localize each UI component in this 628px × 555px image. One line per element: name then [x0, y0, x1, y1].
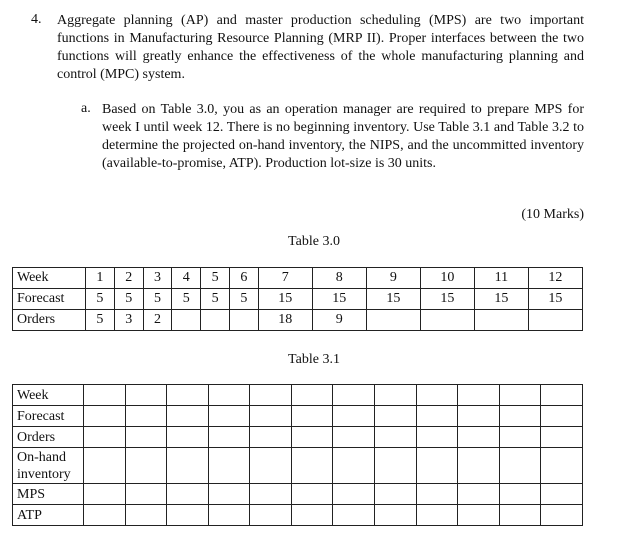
blank-cell: [375, 406, 417, 427]
table-cell: 15: [366, 289, 420, 310]
blank-cell: [167, 484, 209, 505]
blank-cell: [291, 505, 333, 526]
blank-cell: [458, 484, 500, 505]
table-cell: 5: [229, 289, 258, 310]
table-cell: 3: [114, 310, 143, 331]
table-row: [13, 289, 583, 310]
table-cell: [229, 310, 258, 331]
blank-cell: [499, 505, 541, 526]
blank-cell: [84, 427, 126, 448]
blank-cell: [84, 484, 126, 505]
blank-cell: [84, 505, 126, 526]
table-cell: 3: [143, 268, 172, 289]
blank-cell: [84, 385, 126, 406]
blank-cell: [499, 385, 541, 406]
table-cell: [474, 310, 528, 331]
blank-cell: [541, 484, 583, 505]
table-cell: [366, 310, 420, 331]
row-label: Orders: [13, 427, 84, 448]
table-row: [13, 448, 583, 484]
row-label: On-hand inventory: [13, 448, 84, 484]
table-cell: 11: [474, 268, 528, 289]
row-label: Forecast: [13, 289, 86, 310]
blank-cell: [375, 448, 417, 484]
blank-cell: [416, 448, 458, 484]
blank-cell: [541, 427, 583, 448]
blank-cell: [416, 406, 458, 427]
blank-cell: [333, 385, 375, 406]
table-cell: 4: [172, 268, 201, 289]
table-cell: 9: [312, 310, 366, 331]
blank-cell: [458, 406, 500, 427]
blank-cell: [291, 427, 333, 448]
row-label: Forecast: [13, 406, 84, 427]
blank-cell: [499, 484, 541, 505]
table-cell: 10: [420, 268, 474, 289]
table-cell: 5: [114, 289, 143, 310]
blank-cell: [541, 385, 583, 406]
blank-cell: [250, 427, 292, 448]
table-3-0-caption: Table 3.0: [288, 234, 340, 249]
blank-cell: [541, 448, 583, 484]
question-number: 4.: [31, 12, 42, 27]
table-cell: 5: [201, 289, 230, 310]
table-cell: 15: [258, 289, 312, 310]
table-cell: 15: [420, 289, 474, 310]
blank-cell: [499, 448, 541, 484]
blank-cell: [541, 406, 583, 427]
table-cell: [420, 310, 474, 331]
blank-cell: [167, 385, 209, 406]
blank-cell: [333, 427, 375, 448]
blank-cell: [250, 505, 292, 526]
table-cell: 2: [143, 310, 172, 331]
blank-cell: [416, 427, 458, 448]
blank-cell: [125, 484, 167, 505]
blank-cell: [458, 505, 500, 526]
blank-cell: [250, 448, 292, 484]
row-label: Week: [13, 385, 84, 406]
table-row: [13, 484, 583, 505]
blank-cell: [167, 448, 209, 484]
blank-cell: [291, 385, 333, 406]
table-cell: 5: [86, 289, 115, 310]
blank-cell: [125, 406, 167, 427]
blank-cell: [208, 484, 250, 505]
table-row: [13, 406, 583, 427]
table-cell: 6: [229, 268, 258, 289]
marks-label: (10 Marks): [521, 207, 584, 222]
table-cell: 5: [172, 289, 201, 310]
blank-cell: [125, 505, 167, 526]
blank-cell: [84, 448, 126, 484]
table-cell: 18: [258, 310, 312, 331]
blank-cell: [291, 406, 333, 427]
table-3-1: [12, 384, 583, 526]
blank-cell: [291, 484, 333, 505]
blank-cell: [375, 385, 417, 406]
blank-cell: [375, 484, 417, 505]
blank-cell: [125, 385, 167, 406]
table-row: [13, 268, 583, 289]
table-cell: 5: [143, 289, 172, 310]
blank-cell: [458, 448, 500, 484]
question-text: Aggregate planning (AP) and master production scheduling (MPS) are two important functions in Manufacturing Resource Planning (MRP II). Proper interfaces between the two functions will greatly enhance the effectiveness of the whole manufacturing planning and control (MPC) system.: [57, 13, 584, 82]
blank-cell: [416, 484, 458, 505]
blank-cell: [375, 505, 417, 526]
blank-cell: [541, 505, 583, 526]
subquestion-text: Based on Table 3.0, you as an operation manager are required to prepare MPS for week I until week 12. There is no beginning inventory. Use Table 3.1 and Table 3.2 to determine the projected on-hand inventory, the NIPS, and the uncommitted inventory (available-to-promise, ATP). Production lot-size is 30 units.: [102, 102, 584, 171]
table-cell: [528, 310, 582, 331]
table-cell: 9: [366, 268, 420, 289]
table-cell: 2: [114, 268, 143, 289]
blank-cell: [84, 406, 126, 427]
table-row: [13, 505, 583, 526]
row-label: MPS: [13, 484, 84, 505]
blank-cell: [167, 427, 209, 448]
blank-cell: [458, 427, 500, 448]
table-cell: 12: [528, 268, 582, 289]
blank-cell: [125, 427, 167, 448]
table-cell: 7: [258, 268, 312, 289]
table-cell: 15: [312, 289, 366, 310]
blank-cell: [333, 505, 375, 526]
table-cell: 8: [312, 268, 366, 289]
blank-cell: [291, 448, 333, 484]
table-row: [13, 310, 583, 331]
table-row: [13, 385, 583, 406]
table-cell: 15: [474, 289, 528, 310]
blank-cell: [375, 427, 417, 448]
blank-cell: [416, 385, 458, 406]
blank-cell: [208, 427, 250, 448]
blank-cell: [458, 385, 500, 406]
blank-cell: [333, 484, 375, 505]
blank-cell: [416, 505, 458, 526]
blank-cell: [499, 427, 541, 448]
row-label: ATP: [13, 505, 84, 526]
blank-cell: [499, 406, 541, 427]
blank-cell: [333, 406, 375, 427]
row-label: Week: [13, 268, 86, 289]
blank-cell: [208, 385, 250, 406]
blank-cell: [250, 385, 292, 406]
row-label: Orders: [13, 310, 86, 331]
table-cell: [172, 310, 201, 331]
blank-cell: [125, 448, 167, 484]
blank-cell: [167, 505, 209, 526]
blank-cell: [208, 448, 250, 484]
blank-cell: [208, 406, 250, 427]
blank-cell: [250, 484, 292, 505]
table-cell: 5: [86, 310, 115, 331]
table-cell: 15: [528, 289, 582, 310]
blank-cell: [250, 406, 292, 427]
table-cell: [201, 310, 230, 331]
table-cell: 1: [86, 268, 115, 289]
blank-cell: [208, 505, 250, 526]
blank-cell: [167, 406, 209, 427]
table-3-0: [12, 267, 583, 331]
table-row: [13, 427, 583, 448]
table-cell: 5: [201, 268, 230, 289]
table-3-1-caption: Table 3.1: [288, 352, 340, 367]
subquestion-label: a.: [81, 101, 91, 116]
blank-cell: [333, 448, 375, 484]
